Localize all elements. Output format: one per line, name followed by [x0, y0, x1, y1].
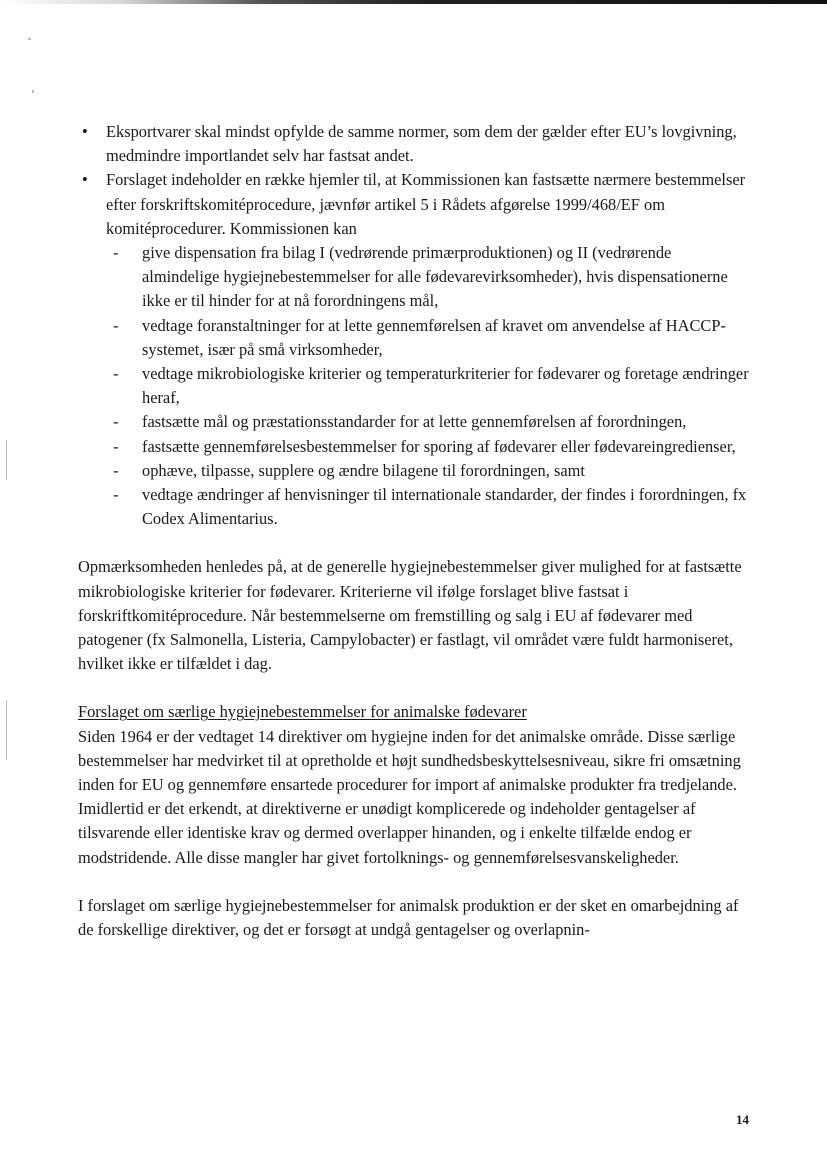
scan-speck: [6, 440, 7, 480]
section-heading: Forslaget om særlige hygiejnebestemmelser for animalske fødevarer: [78, 702, 527, 722]
dash-list: [78, 241, 750, 531]
dash-marker: -: [113, 364, 119, 384]
bullet-dot: •: [82, 122, 88, 141]
page-number: 14: [736, 1112, 749, 1127]
dash-list-item: [78, 362, 750, 410]
dash-item-text: vedtage mikrobiologiske kriterier og temperaturkriterier for fødevarer og foretage ændringer heraf,: [142, 364, 749, 408]
bullet-item: [78, 120, 750, 168]
dash-marker: -: [113, 460, 119, 480]
dash-item-text: vedtage ændringer af henvisninger til internationale standarder, der findes i forordningen, fx Codex Alimentarius.: [142, 485, 747, 529]
bullet-text: Forslaget indeholder en række hjemler til, at Kommissionen kan fastsætte nærmere bestemmelser efter forskriftskomitéprocedure, jævnfør artikel 5 i Rådets afgørelse 1999/468/EF om komitéprocedurer. Kommissionen kan: [106, 170, 746, 238]
scan-speck: [32, 90, 34, 93]
body-paragraph: Opmærksomheden henledes på, at de generelle hygiejnebestemmelser giver mulighed for at fastsætte mikrobiologiske kriterier for fødevarer. Kriterierne vil ifølge forslaget blive fastsat i forskriftkomitéprocedure. Når bestemmelserne om fremstilling og salg i EU af fødevarer med patogener (fx Salmonella, Listeria, Campylobacter) er fastlagt, vil området være fuldt harmoniseret, hvilket ikke er tilfældet i dag.: [78, 557, 742, 674]
dash-item-text: ophæve, tilpasse, supplere og ændre bilagene til forordningen, samt: [142, 460, 585, 480]
dash-list-item: [78, 483, 750, 531]
dash-list-item: [78, 410, 750, 434]
dash-item-text: fastsætte gennemførelsesbestemmelser for sporing af fødevarer eller fødevareingredienser,: [142, 436, 736, 456]
body-paragraph: I forslaget om særlige hygiejnebestemmelser for animalsk produktion er der sket en omarbejdning af de forskellige direktiver, og det er forsøgt at undgå gentagelser og overlapnin-: [78, 895, 739, 940]
paragraph-spacer: [78, 676, 750, 700]
dash-item-text: fastsætte mål og præstationsstandarder for at lette gennemførelsen af forordningen,: [142, 412, 687, 432]
dash-list-item: [78, 435, 750, 459]
paragraph-spacer: [78, 870, 750, 894]
dash-list-item: [78, 241, 750, 314]
dash-item-text: vedtage foranstaltninger for at lette gennemførelsen af kravet om anvendelse af HACCP-systemet, især på små virksomheder,: [142, 315, 726, 359]
bullet-text: Eksportvarer skal mindst opfylde de samme normer, som dem der gælder efter EU’s lovgivning, medmindre importlandet selv har fastsat andet.: [106, 122, 737, 166]
document-page: [78, 120, 750, 942]
dash-list-item: [78, 314, 750, 362]
scan-speck: [28, 38, 31, 40]
dash-marker: -: [113, 243, 119, 263]
dash-marker: -: [113, 485, 119, 505]
body-paragraph: Siden 1964 er der vedtaget 14 direktiver om hygiejne inden for det animalske område. Disse særlige bestemmelser har medvirket til at opretholde et højt sundhedsbeskyttelsesniveau, sikre fri omsætning inden for EU og gennemføre ensartede procedurer for import af animalske produkter fra tredjelande. Imidlertid er det erkendt, at direktiverne er unødigt komplicerede og indeholder gentagelser af tilsvarende eller identiske krav og dermed overlapper hinanden, og i enkelte tilfælde endog er modstridende. Alle disse mangler har givet fortolknings- og gennemførelsesvanskeligheder.: [78, 726, 741, 867]
scan-speck: [6, 700, 7, 760]
paragraph-spacer: [78, 531, 750, 555]
top-scan-edge: [0, 0, 827, 4]
dash-item-text: give dispensation fra bilag I (vedrørende primærproduktionen) og II (vedrørende almindelige hygiejnebestemmelser for alle fødevarevirksomheder), hvis dispensationerne ikke er til hinder for at nå forordningens mål,: [142, 243, 728, 311]
bullet-item: [78, 168, 750, 241]
dash-marker: -: [113, 436, 119, 456]
dash-marker: -: [113, 412, 119, 432]
dash-marker: -: [113, 315, 119, 335]
bullet-dot: •: [82, 170, 88, 190]
dash-list-item: [78, 459, 750, 483]
